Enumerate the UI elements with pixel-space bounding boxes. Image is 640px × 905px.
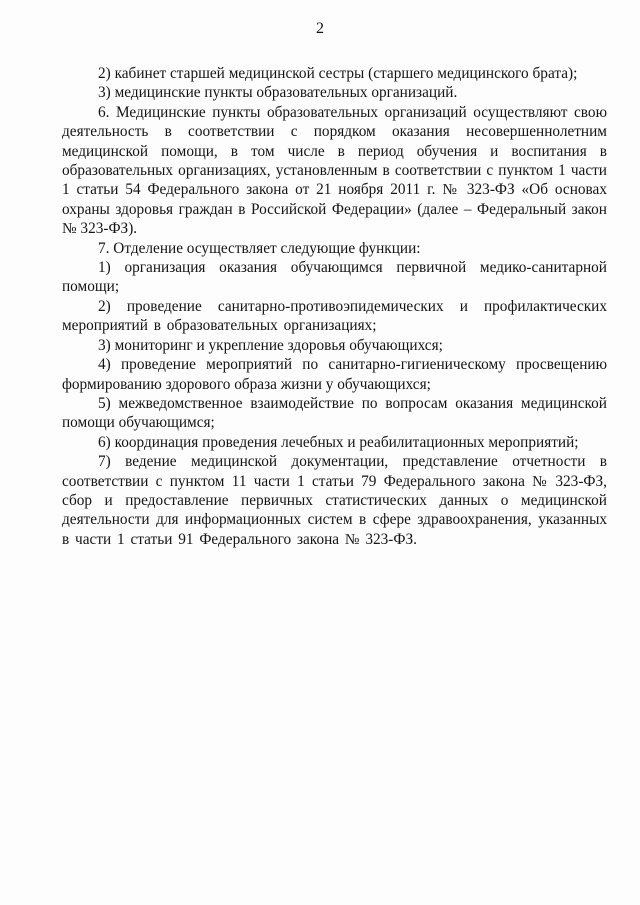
function-item-6: 6) координация проведения лечебных и реабилитационных мероприятий; — [98, 433, 579, 451]
function-item-5: 5) межведомственное взаимодействие по вопросам оказания медицинской помощи обучающимся; — [62, 394, 607, 432]
list-item-head-nurse-office: 2) кабинет старшей медицинской сестры (старшего медицинского брата); — [98, 65, 578, 82]
function-item-1: 1) организация оказания обучающимся первичной медико-санитарной помощи; — [62, 259, 607, 296]
function-item-2: 2) проведение санитарно-противоэпидемических и профилактических мероприятий в образовательных организациях; — [62, 297, 607, 335]
function-item-7: 7) ведение медицинской документации, представление отчетности в соответствии с пунктом 11 части 1 статьи 79 Федерального закона № 323-ФЗ, сбор и предоставление первичных статистических данных о медицинской деятельности для информационных систем в сфере здравоохранения, указанных в части 1 статьи 91 Федерального закона № 323-ФЗ. — [62, 453, 607, 548]
function-item-3: 3) мониторинг и укрепление здоровья обучающихся; — [98, 336, 443, 354]
function-item-4: 4) проведение мероприятий по санитарно-гигиеническому просвещению формированию здорового образа жизни у обучающихся; — [62, 356, 607, 393]
list-item-medical-points: 3) медицинские пункты образовательных организаций. — [98, 84, 458, 102]
clause-7-heading: 7. Отделение осуществляет следующие функции: — [98, 239, 421, 257]
page-number: 2 — [316, 20, 324, 37]
document-body — [62, 64, 607, 549]
clause-6: 6. Медицинские пункты образовательных организаций осуществляют свою деятельность в соответствии с порядком оказания несовершеннолетним медицинской помощи, в том числе в период обучения и воспитания в образовательных организациях, установленным в соответствии с пунктом 1 части 1 статьи 54 Федерального закона от 21 ноября 2011 г. № 323-ФЗ «Об основах охраны здоровья граждан в Российской Федерации» (далее – Федеральный закон № 323-ФЗ). — [62, 103, 607, 238]
